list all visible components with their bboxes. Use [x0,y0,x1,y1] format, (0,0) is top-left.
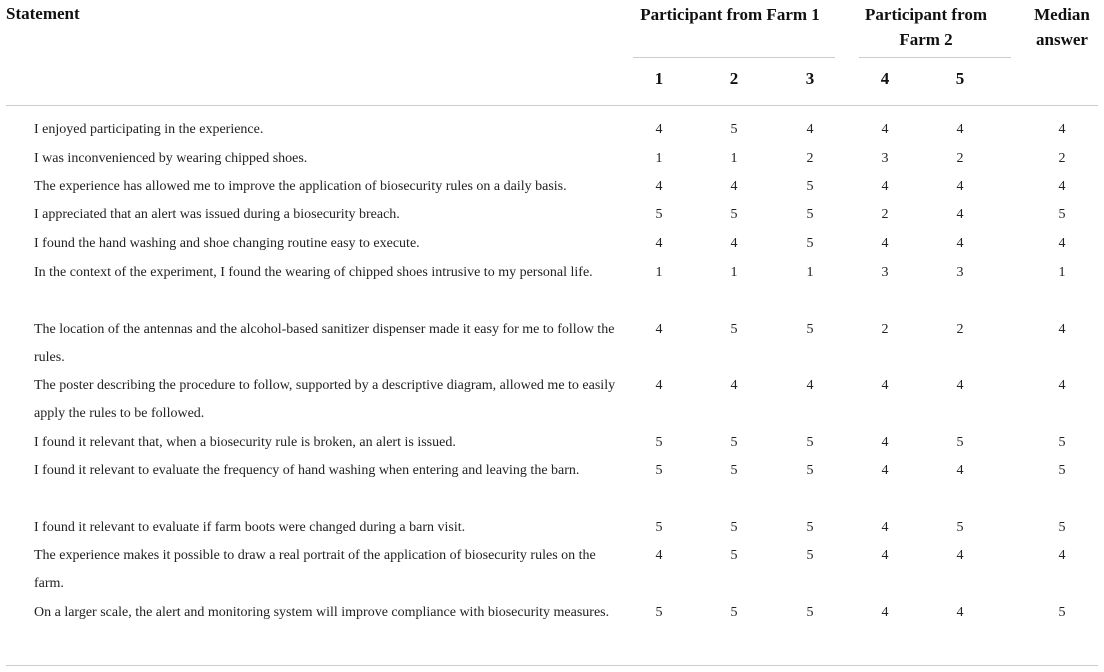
cell-participant-3: 4 [806,122,814,137]
cell-participant-4: 3 [881,151,889,166]
cell-participant-2: 5 [730,435,738,450]
cell-participant-5: 4 [956,207,964,222]
cell-participant-2: 5 [730,122,738,137]
cell-participant-1: 4 [655,236,663,251]
cell-median: 5 [1058,207,1066,222]
header-rule [6,105,1098,106]
cell-median: 4 [1058,322,1066,337]
cell-participant-2: 4 [730,378,738,393]
row-statement: The experience has allowed me to improve the application of biosecurity rules on a daily basis. [34,179,567,194]
cell-median: 1 [1058,265,1066,280]
cell-participant-5: 4 [956,605,964,620]
cell-participant-4: 4 [881,236,889,251]
row-statement: On a larger scale, the alert and monitoring system will improve compliance with biosecurity measures. [34,605,610,620]
cell-participant-4: 3 [881,265,889,280]
row-statement: I enjoyed participating in the experience. [34,122,264,137]
cell-participant-3: 4 [806,378,814,393]
row-statement: I appreciated that an alert was issued during a biosecurity breach. [34,207,400,222]
cell-participant-1: 4 [655,548,663,563]
cell-median: 4 [1058,548,1066,563]
cell-participant-3: 1 [806,265,814,280]
participant-header-2: 2 [729,69,739,88]
cell-participant-1: 5 [655,605,663,620]
cell-participant-1: 4 [655,122,663,137]
row-statement: I found it relevant to evaluate the frequency of hand washing when entering and leaving the barn. [34,463,580,478]
cell-participant-4: 4 [881,378,889,393]
cell-participant-3: 5 [806,207,814,222]
cell-participant-5: 4 [956,378,964,393]
row-statement: I was inconvenienced by wearing chipped shoes. [34,151,308,166]
cell-participant-3: 5 [806,435,814,450]
header-group-farm2: Participant from Farm 2 [865,5,987,49]
participant-header-5: 5 [955,69,965,88]
cell-median: 4 [1058,236,1066,251]
cell-participant-4: 4 [881,605,889,620]
cell-participant-4: 4 [881,122,889,137]
cell-median: 4 [1058,378,1066,393]
cell-median: 2 [1058,151,1066,166]
cell-participant-5: 4 [956,548,964,563]
cell-participant-1: 1 [655,151,663,166]
row-statement: In the context of the experiment, I found the wearing of chipped shoes intrusive to my personal life. [34,265,593,280]
cell-participant-3: 5 [806,463,814,478]
cell-participant-2: 5 [730,207,738,222]
cell-participant-5: 5 [956,435,964,450]
cell-participant-2: 5 [730,605,738,620]
cell-participant-4: 4 [881,548,889,563]
cell-participant-1: 5 [655,435,663,450]
cell-participant-1: 4 [655,378,663,393]
cell-participant-5: 2 [956,151,964,166]
header-group-farm1: Participant from Farm 1 [640,5,820,24]
participant-header-3: 3 [805,69,815,88]
cell-participant-2: 1 [730,151,738,166]
cell-participant-5: 4 [956,179,964,194]
cell-participant-4: 2 [881,322,889,337]
cell-participant-5: 2 [956,322,964,337]
cell-participant-3: 5 [806,605,814,620]
row-statement: The poster describing the procedure to follow, supported by a descriptive diagram, allowed me to easily apply the rules to be followed. [34,378,616,422]
row-statement: The experience makes it possible to draw a real portrait of the application of biosecurity rules on the farm. [34,548,596,592]
cell-participant-5: 4 [956,463,964,478]
cell-participant-2: 5 [730,548,738,563]
header-median: Median answer [1034,5,1090,49]
participant-header-4: 4 [880,69,890,88]
cell-participant-1: 5 [655,463,663,478]
cell-participant-1: 4 [655,322,663,337]
group-underline-farm1 [633,57,835,58]
cell-participant-4: 4 [881,520,889,535]
cell-participant-2: 5 [730,520,738,535]
cell-median: 5 [1058,605,1066,620]
cell-participant-5: 4 [956,236,964,251]
cell-median: 4 [1058,122,1066,137]
cell-participant-1: 4 [655,179,663,194]
cell-participant-2: 5 [730,463,738,478]
group-underline-farm2 [859,57,1011,58]
participant-header-1: 1 [654,69,664,88]
cell-participant-5: 4 [956,122,964,137]
cell-participant-5: 3 [956,265,964,280]
cell-median: 5 [1058,520,1066,535]
cell-participant-1: 1 [655,265,663,280]
header-statement: Statement [6,4,80,23]
cell-participant-2: 1 [730,265,738,280]
cell-participant-2: 4 [730,179,738,194]
row-statement: I found it relevant that, when a biosecurity rule is broken, an alert is issued. [34,435,456,450]
bottom-rule [6,665,1098,666]
cell-participant-3: 5 [806,548,814,563]
cell-participant-4: 2 [881,207,889,222]
cell-participant-4: 4 [881,435,889,450]
cell-participant-5: 5 [956,520,964,535]
row-statement: I found it relevant to evaluate if farm boots were changed during a barn visit. [34,520,466,535]
cell-participant-3: 5 [806,520,814,535]
cell-participant-4: 4 [881,179,889,194]
cell-median: 4 [1058,179,1066,194]
cell-median: 5 [1058,463,1066,478]
cell-participant-4: 4 [881,463,889,478]
cell-participant-3: 2 [806,151,814,166]
cell-participant-3: 5 [806,179,814,194]
row-statement: I found the hand washing and shoe changing routine easy to execute. [34,236,420,251]
row-statement: The location of the antennas and the alcohol-based sanitizer dispenser made it easy for me to follow the rules. [34,322,615,366]
cell-participant-2: 5 [730,322,738,337]
cell-participant-3: 5 [806,236,814,251]
cell-median: 5 [1058,435,1066,450]
cell-participant-2: 4 [730,236,738,251]
cell-participant-1: 5 [655,207,663,222]
cell-participant-3: 5 [806,322,814,337]
cell-participant-1: 5 [655,520,663,535]
